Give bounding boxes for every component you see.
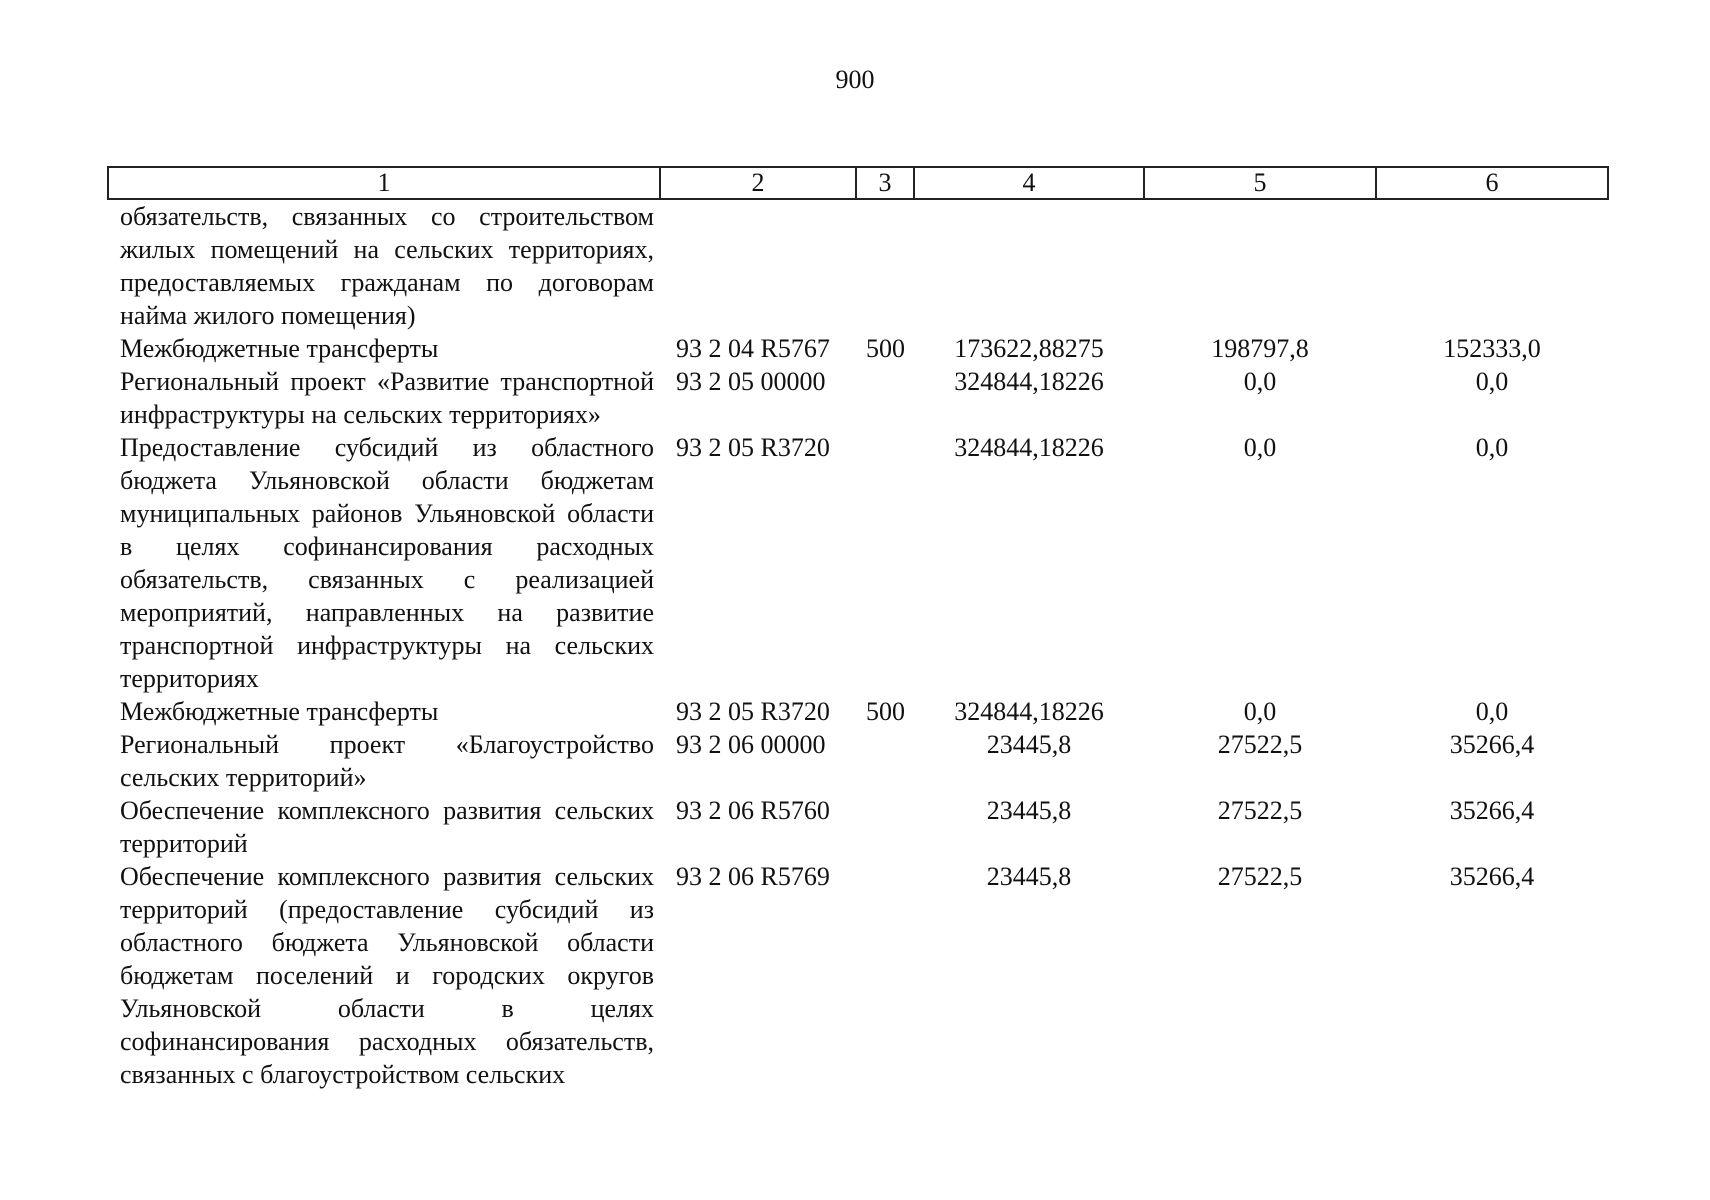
table-body xyxy=(108,199,1608,1091)
row-amount-col4: 324844,18226 xyxy=(954,367,1104,396)
row-name: Межбюджетные трансферты xyxy=(120,697,439,726)
row-amount-col6: 35266,4 xyxy=(1449,796,1535,825)
row-expense-type: 500 xyxy=(866,697,905,726)
row-amount-col6: 0,0 xyxy=(1475,433,1509,462)
row-expense-type xyxy=(856,431,914,695)
row-amount-col4: 23445,8 xyxy=(986,796,1072,825)
row-amount-col5: 0,0 xyxy=(1243,367,1277,396)
table-row xyxy=(108,431,1608,695)
row-target-code: 93 2 06 00000 xyxy=(676,730,826,759)
header-row xyxy=(108,167,1608,199)
row-expense-type xyxy=(856,794,914,860)
table-row xyxy=(108,860,1608,1091)
row-amount-col6: 35266,4 xyxy=(1449,730,1535,759)
row-amount-col5: 27522,5 xyxy=(1217,862,1303,891)
table-row xyxy=(108,199,1608,332)
row-target-code: 93 2 06 R5769 xyxy=(676,862,830,891)
column-header-3: 3 xyxy=(856,167,914,199)
row-amount-col6: 35266,4 xyxy=(1449,862,1535,891)
table-row xyxy=(108,695,1608,728)
row-name: Межбюджетные трансферты xyxy=(120,334,439,363)
row-name: Региональный проект «Развитие транспортной инфраструктуры на сельских территориях» xyxy=(120,367,654,429)
row-target-code xyxy=(660,199,856,332)
table-row xyxy=(108,332,1608,365)
row-name: Обеспечение комплексного развития сельских территорий (предоставление субсидий из областного бюджета Ульяновской области бюджетам поселений и городских округов Ульяновской области в целях софинансирования расходных обязательств, связанных с благоустройством сельских xyxy=(120,862,654,1089)
row-amount-col4: 324844,18226 xyxy=(954,697,1104,726)
row-amount-col6: 152333,0 xyxy=(1443,334,1541,363)
row-target-code: 93 2 04 R5767 xyxy=(676,334,830,363)
column-header-4: 4 xyxy=(914,167,1144,199)
column-header-5: 5 xyxy=(1144,167,1376,199)
table-row xyxy=(108,728,1608,794)
row-amount-col4 xyxy=(914,199,1144,332)
row-name: Региональный проект «Благоустройство сельских территорий» xyxy=(120,730,654,792)
budget-table xyxy=(107,166,1609,1091)
row-amount-col4: 324844,18226 xyxy=(954,433,1104,462)
row-amount-col4: 173622,88275 xyxy=(954,334,1104,363)
row-amount-col5: 0,0 xyxy=(1243,697,1277,726)
column-header-6: 6 xyxy=(1376,167,1608,199)
row-target-code: 93 2 05 00000 xyxy=(676,367,826,396)
row-amount-col4: 23445,8 xyxy=(986,862,1072,891)
row-expense-type xyxy=(856,728,914,794)
row-target-code: 93 2 06 R5760 xyxy=(676,796,830,825)
row-amount-col6: 0,0 xyxy=(1475,697,1509,726)
table-row xyxy=(108,365,1608,431)
row-amount-col5: 198797,8 xyxy=(1211,334,1309,363)
row-expense-type xyxy=(856,199,914,332)
row-expense-type xyxy=(856,860,914,1091)
row-expense-type xyxy=(856,365,914,431)
row-name: Обеспечение комплексного развития сельских территорий xyxy=(120,796,654,858)
row-name: обязательств, связанных со строительством жилых помещений на сельских территориях, предоставляемых гражданам по договорам найма жилого помещения) xyxy=(120,202,654,330)
row-amount-col6 xyxy=(1376,199,1608,332)
row-amount-col5: 27522,5 xyxy=(1217,796,1303,825)
page-number: 900 xyxy=(835,65,875,94)
row-target-code: 93 2 05 R3720 xyxy=(676,433,830,462)
column-header-1: 1 xyxy=(108,167,660,199)
table-header xyxy=(108,167,1608,199)
row-amount-col6: 0,0 xyxy=(1475,367,1509,396)
budget-table-container xyxy=(107,166,1607,1091)
row-expense-type: 500 xyxy=(866,334,905,363)
row-amount-col5: 27522,5 xyxy=(1217,730,1303,759)
table-row xyxy=(108,794,1608,860)
row-amount-col4: 23445,8 xyxy=(986,730,1072,759)
row-name: Предоставление субсидий из областного бюджета Ульяновской области бюджетам муниципальных районов Ульяновской области в целях софинансирования расходных обязательств, связанных с реализацией мероприятий, направленных на развитие транспортной инфраструктуры на сельских территориях xyxy=(120,433,654,693)
row-target-code: 93 2 05 R3720 xyxy=(676,697,830,726)
row-amount-col5 xyxy=(1144,199,1376,332)
column-header-2: 2 xyxy=(660,167,856,199)
row-amount-col5: 0,0 xyxy=(1243,433,1277,462)
